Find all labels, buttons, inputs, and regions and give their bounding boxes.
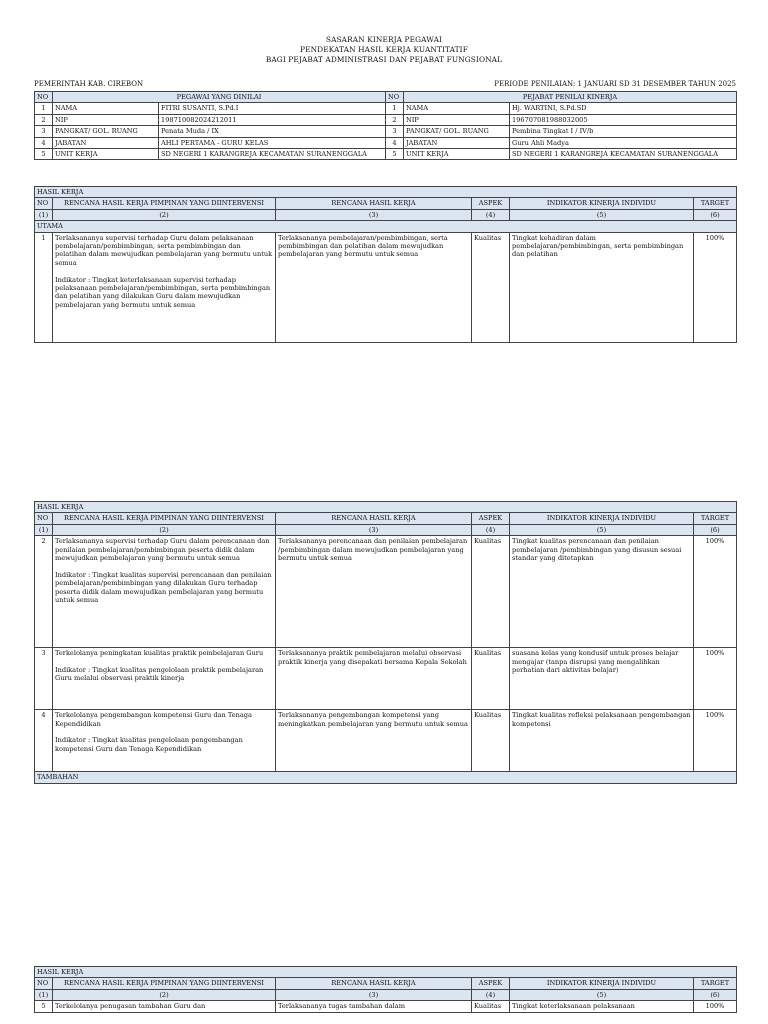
periode-label: PERIODE PENILAIAN: 1 JANUARI SD 31 DESEMBER TAHUN 2025 bbox=[494, 80, 736, 88]
pejabat-penilai-header: PEJABAT PENILAI KINERJA bbox=[404, 92, 737, 103]
penilai-nama: Hj. WARTINI, S.Pd.SD bbox=[510, 103, 737, 114]
penilai-nip: 196707081988032005 bbox=[510, 114, 737, 125]
identity-row: 4 JABATAN AHLI PERTAMA - GURU KELAS 4 JABATAN Guru Ahli Madya bbox=[35, 137, 737, 148]
title-line-2: PENDEKATAN HASIL KERJA KUANTITATIF bbox=[300, 45, 468, 54]
table-row: 4 Terkelolanya pengembangan kompetensi Guru dan Tenaga Kependidikan Indikator : Tingkat kualitas pengelolaan pengembangan kompetensi Guru dan Tenaga Kependidikan Terlaksananya pengembangan kompetensi yang meningkatkan pembelajaran yang bermutu untuk semua Kualitas Tingkat kualitas refleksi pelaksanaan pengembangan kompetensi 100% bbox=[35, 710, 737, 772]
column-index-row: (1) (2) (3) (4) (5) (6) bbox=[35, 989, 737, 1000]
identity-row: 1 NAMA FITRI SUSANTI, S.Pd.I 1 NAMA Hj. WARTINI, S.Pd.SD bbox=[35, 103, 737, 114]
identity-row: 5 UNIT KERJA SD NEGERI 1 KARANGREJA KECAMATAN SURANENGGALA 5 UNIT KERJA SD NEGERI 1 KARANGREJA KECAMATAN SURANENGGALA bbox=[35, 149, 737, 160]
column-header-row: NO RENCANA HASIL KERJA PIMPINAN YANG DIINTERVENSI RENCANA HASIL KERJA ASPEK INDIKATOR KINERJA INDIVIDU TARGET bbox=[35, 513, 737, 524]
pegawai-jabatan: AHLI PERTAMA - GURU KELAS bbox=[159, 137, 386, 148]
column-index-row: (1) (2) (3) (4) (5) (6) bbox=[35, 209, 737, 220]
pegawai-nama: FITRI SUSANTI, S.Pd.I bbox=[159, 103, 386, 114]
identity-row: 2 NIP 198710082024212011 2 NIP 196707081988032005 bbox=[35, 114, 737, 125]
tambahan-label: TAMBAHAN bbox=[35, 772, 737, 783]
hasil-kerja-table-1 bbox=[34, 186, 737, 343]
tambahan-row bbox=[35, 772, 737, 783]
title-line-1: SASARAN KINERJA PEGAWAI bbox=[325, 35, 443, 44]
pegawai-nip: 198710082024212011 bbox=[159, 114, 386, 125]
column-header-row: NO RENCANA HASIL KERJA PIMPINAN YANG DIINTERVENSI RENCANA HASIL KERJA ASPEK INDIKATOR KINERJA INDIVIDU TARGET bbox=[35, 978, 737, 989]
table-row: 1 Terlaksananya supervisi terhadap Guru dalam pelaksanaan pembelajaran/pembimbingan, serta pembimbingan dan pelatihan dalam mewujudkan pembelajaran yang bermutu untuk semua Indikator : Tingkat keterlaksanaan supervisi terhadap pelaksanaan pembelajaran/pembimbingan, serta pembimbingan dan pelatihan yang dilakukan Guru dalam mewujudkan pembelajaran yang bermutu untuk semua Terlaksananya pembelajaran/pembimbingan, serta pembimbingan dan pelatihan dalam mewujudkan pembelajaran yang bermutu untuk semua Kualitas Tingkat kehadiran dalam pembelajaran/pembimbingan, serta pembimbingan dan pelatihan 100% bbox=[35, 232, 737, 342]
utama-row bbox=[35, 221, 737, 232]
identity-no-header-right: NO bbox=[386, 92, 404, 103]
identity-header-row bbox=[35, 92, 737, 103]
penilai-unit-kerja: SD NEGERI 1 KARANGREJA KECAMATAN SURANENGGALA bbox=[510, 149, 737, 160]
section-row: HASIL KERJA bbox=[35, 967, 737, 978]
section-row: HASIL KERJA bbox=[35, 502, 737, 513]
utama-label: UTAMA bbox=[35, 221, 737, 232]
hasil-kerja-table-2 bbox=[34, 501, 737, 784]
penilai-pangkat: Pembina Tingkat I / IV/b bbox=[510, 126, 737, 137]
identity-table bbox=[34, 91, 737, 160]
document-title-block bbox=[0, 35, 768, 65]
identity-row: 3 PANGKAT/ GOL. RUANG Penata Muda / IX 3 PANGKAT/ GOL. RUANG Pembina Tingkat I / IV/b bbox=[35, 126, 737, 137]
title-line-3: BAGI PEJABAT ADMINISTRASI DAN PEJABAT FUNGSIONAL bbox=[265, 55, 503, 64]
table-row: 5 Terkelolanya penugasan tambahan Guru dan Terlaksananya tugas tambahan dalam Kualitas Tingkat keterlaksanaan pelaksanaan 100% bbox=[35, 1001, 737, 1012]
pegawai-dinilai-header: PEGAWAI YANG DINILAI bbox=[53, 92, 386, 103]
column-index-row: (1) (2) (3) (4) (5) (6) bbox=[35, 524, 737, 535]
hasil-kerja-table-3 bbox=[34, 966, 737, 1013]
table-row: 2 Terlaksananya supervisi terhadap Guru dalam perencanaan dan penilaian pembelajaran/pembimbingan peserta didik dalam mewujudkan pembelajaran yang bermutu untuk semua Indikator : Tingkat kualitas supervisi perencanaan dan penilaian pembelajaran/pembimbingan yang dilakukan Guru terhadap peserta didik dalam mewujudkan pembelajaran yang bermutu untuk semua Terlaksananya perencanaan dan penilaian pembelajaran /pembimbingan dalam mewujudkan pembelajaran yang bermutu untuk semua Kualitas Tingkat kualitas perencanaan dan penilaian pembelajaran /pembimbingan yang disusun sesuai standar yang ditetapkan 100% bbox=[35, 536, 737, 648]
instansi-label: PEMERINTAH KAB. CIREBON bbox=[34, 80, 144, 88]
hasil-kerja-label: HASIL KERJA bbox=[35, 187, 737, 198]
table-row: 3 Terkelolanya peningkatan kualitas praktik pembelajaran Guru Indikator : Tingkat kualitas pengelolaan praktik pembelajaran Guru melalui observasi praktik kinerja Terlaksananya praktik pembelajaran melalui observasi praktik kinerja yang disepakati bersama Kepala Sekolah Kualitas suasana kelas yang kondusif untuk proses belajar mengajar (tanpa disrupsi yang mengalihkan perhatian dari aktivitas belajar) 100% bbox=[35, 648, 737, 710]
penilai-jabatan: Guru Ahli Madya bbox=[510, 137, 737, 148]
section-row bbox=[35, 187, 737, 198]
column-header-row: NO RENCANA HASIL KERJA PIMPINAN YANG DIINTERVENSI RENCANA HASIL KERJA ASPEK INDIKATOR KINERJA INDIVIDU TARGET bbox=[35, 198, 737, 209]
pegawai-pangkat: Penata Muda / IX bbox=[159, 126, 386, 137]
identity-no-header: NO bbox=[35, 92, 53, 103]
pegawai-unit-kerja: SD NEGERI 1 KARANGREJA KECAMATAN SURANENGGALA bbox=[159, 149, 386, 160]
